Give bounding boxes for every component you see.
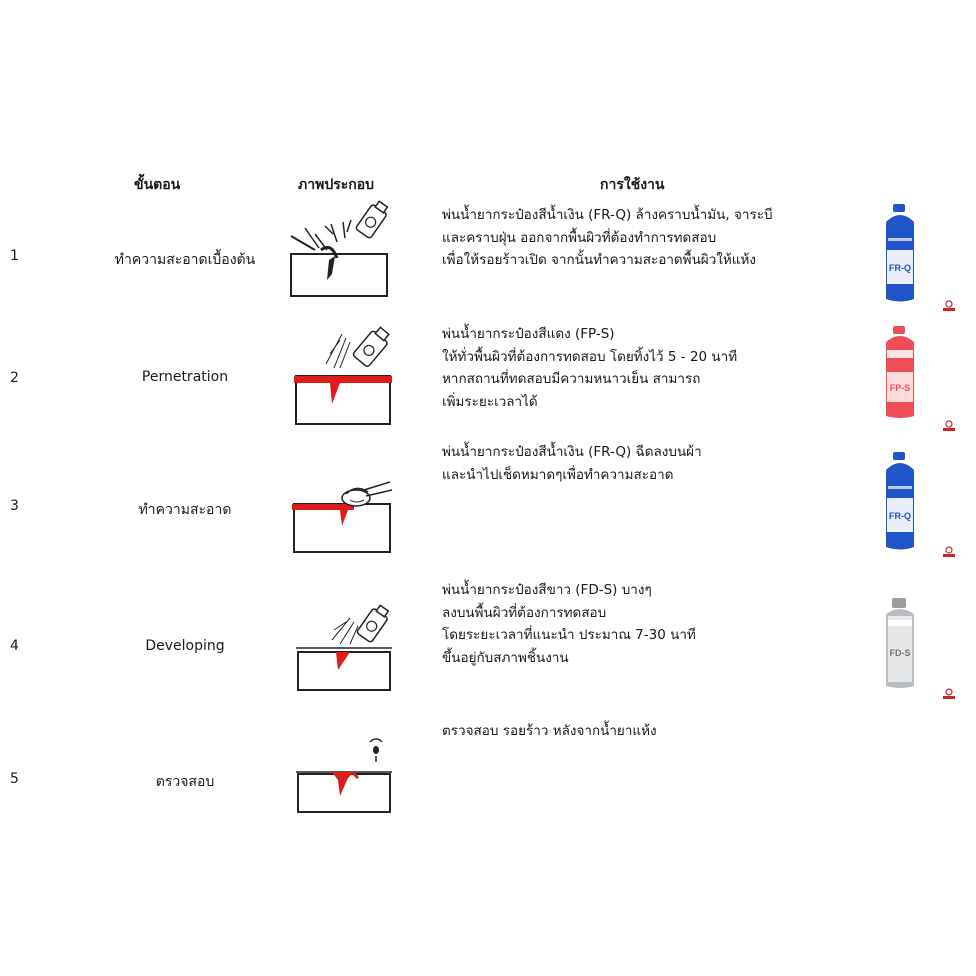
header-step: ขั้นตอน: [134, 177, 181, 193]
step-number: 2: [10, 370, 19, 386]
description-line: และคราบฝุ่น ออกจากพื้นผิวที่ต้องทำการทดสอบ: [442, 229, 717, 246]
inspection-illustration: [292, 732, 402, 818]
fr-q-spray-can-image: [880, 452, 920, 552]
step-description: [442, 441, 702, 486]
description-line: เพื่อให้รอยร้าวเปิด จากนั้นทำความสะอาดพื้นผิวให้แห้ง: [442, 252, 756, 268]
header-usage: การใช้งาน: [600, 177, 665, 193]
step-number: 4: [10, 638, 19, 654]
can-label: FD-S: [889, 648, 911, 658]
step-number: 5: [10, 771, 19, 787]
step-name: ตรวจสอบ: [155, 774, 215, 790]
cleaning-spray-illustration: [285, 198, 395, 302]
step-number: 1: [10, 248, 19, 264]
header-illustration: ภาพประกอบ: [298, 177, 375, 193]
description-line: พ่นน้ำยากระป๋องสีขาว (FD-S) บางๆ: [442, 582, 652, 598]
step-description: [442, 579, 696, 669]
fd-s-spray-can-image: [880, 598, 920, 690]
fr-q-spray-can-image: [880, 204, 920, 304]
step-number: 3: [10, 498, 19, 514]
brand-logo-icon: [942, 300, 956, 312]
description-line: ให้ทั่วพื้นผิวที่ต้องการทดสอบ โดยทิ้งไว้ 5 - 20 นาที: [442, 348, 738, 365]
description-line: พ่นน้ำยากระป๋องสีน้ำเงิน (FR-Q) ล้างคราบน้ำมัน, จาระบี: [442, 207, 773, 223]
step-name: ทำความสะอาด: [138, 502, 232, 518]
can-label: FP-S: [889, 383, 911, 393]
description-line: ตรวจสอบ รอยร้าว หลังจากน้ำยาแห้ง: [442, 723, 657, 739]
description-line: ขึ้นอยู่กับสภาพชิ้นงาน: [442, 649, 569, 666]
step-name: Pernetration: [141, 369, 229, 385]
brand-logo-icon: [942, 546, 956, 558]
description-line: โดยระยะเวลาที่แนะนำ ประมาณ 7-30 นาที: [442, 627, 696, 643]
description-line: หากสถานที่ทดสอบมีความหนาวเย็น สามารถ: [442, 371, 701, 387]
step-name: ทำความสะอาดเบื้องต้น: [114, 252, 256, 268]
step-name: Developing: [145, 638, 225, 654]
description-line: พ่นน้ำยากระป๋องสีแดง (FP-S): [442, 326, 615, 342]
description-line: พ่นน้ำยากระป๋องสีน้ำเงิน (FR-Q) ฉีดลงบนผ้า: [442, 444, 702, 460]
can-label: FR-Q: [889, 263, 911, 273]
penetrant-spray-illustration: [290, 318, 400, 428]
description-line: และนำไปเช็ดหมาดๆเพื่อทำความสะอาด: [442, 466, 674, 483]
step-description: [442, 720, 657, 743]
brand-logo-icon: [942, 688, 956, 700]
fp-s-spray-can-image: [880, 326, 920, 420]
description-line: ลงบนพื้นผิวที่ต้องการทดสอบ: [442, 604, 607, 621]
brand-logo-icon: [942, 420, 956, 432]
developer-spray-illustration: [292, 600, 402, 696]
step-description: [442, 323, 737, 413]
step-description: [442, 204, 773, 272]
wipe-cleaning-illustration: [290, 474, 400, 556]
can-label: FR-Q: [889, 511, 911, 521]
description-line: เพิ่มระยะเวลาได้: [442, 393, 538, 410]
